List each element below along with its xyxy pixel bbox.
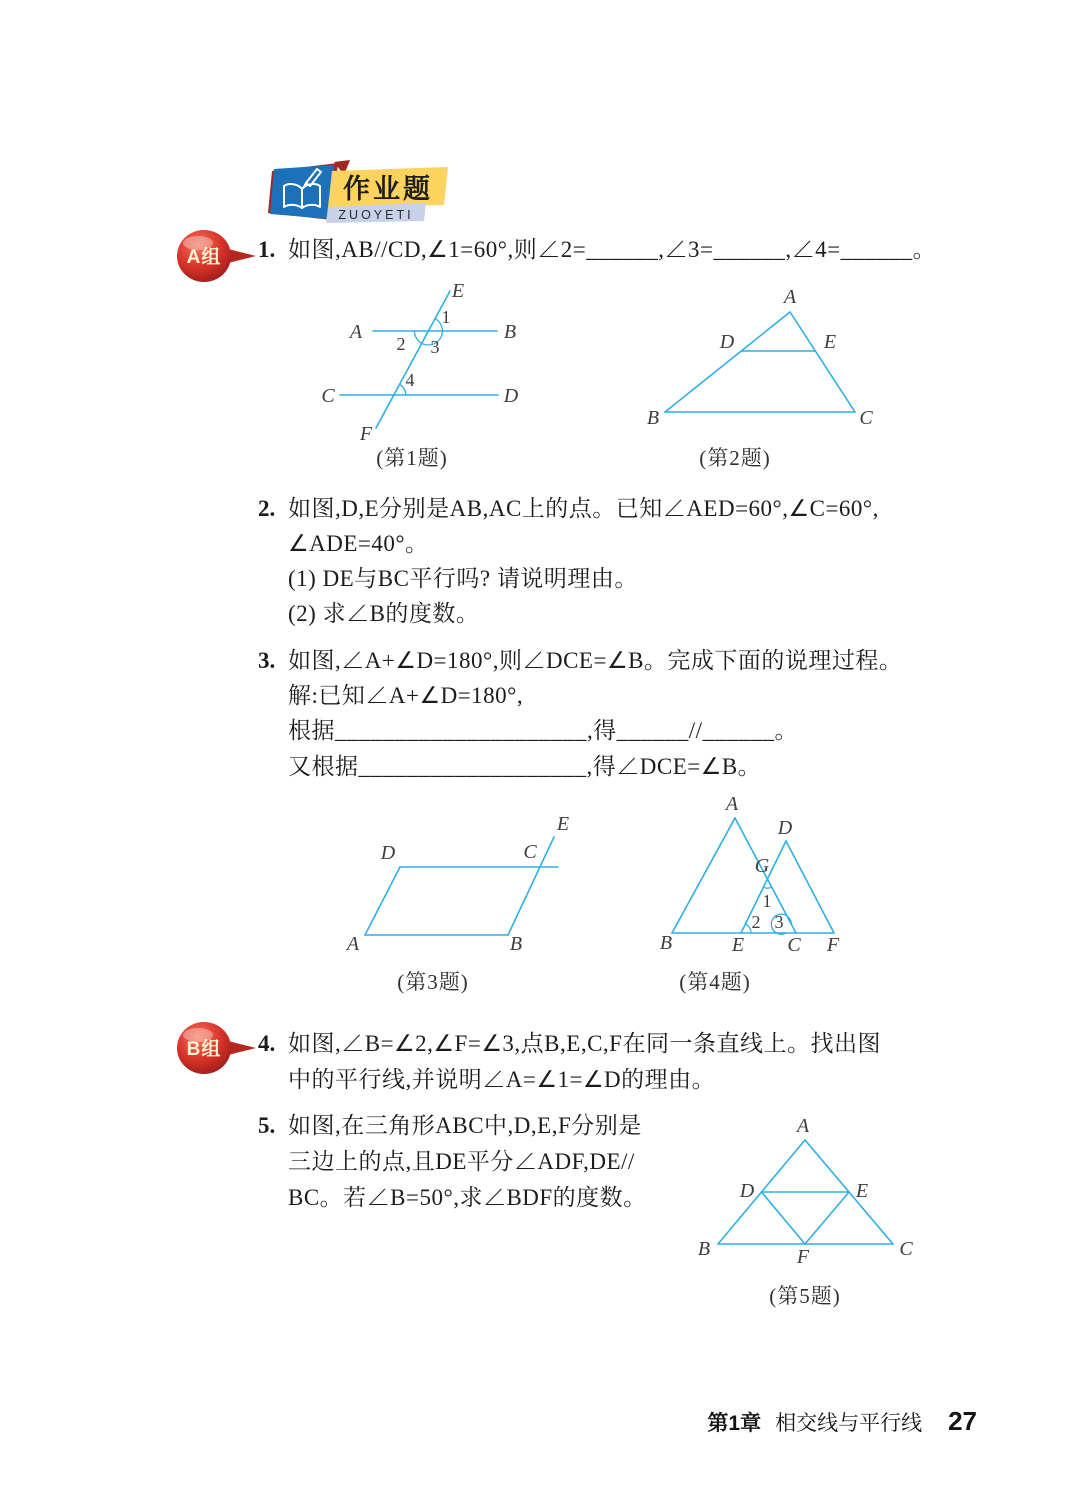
fig1-label-A: A bbox=[349, 321, 363, 343]
figure-4-caption: (第4题) bbox=[679, 970, 751, 994]
problem-5-text-1: 如图,在三角形ABC中,D,E,F分别是 bbox=[288, 1113, 642, 1138]
fig1-angle-2: 2 bbox=[396, 334, 406, 354]
problem-4-line-2 bbox=[288, 1066, 715, 1095]
fig4-label-F: F bbox=[826, 934, 840, 956]
problem-4-line-1 bbox=[258, 1030, 881, 1059]
problem-5-number: 5. bbox=[258, 1113, 276, 1138]
fig1-label-B: B bbox=[503, 321, 517, 343]
fig4-label-E: E bbox=[731, 934, 745, 956]
fig2-label-D: D bbox=[719, 331, 735, 353]
fig3-label-B: B bbox=[509, 933, 523, 955]
figure-5-caption: (第5题) bbox=[769, 1284, 841, 1308]
header-title: 作业题 bbox=[343, 174, 433, 204]
footer-section-title: 相交线与平行线 bbox=[775, 1412, 923, 1435]
homework-header-badge bbox=[262, 157, 452, 229]
fig3-label-C: C bbox=[523, 841, 537, 863]
group-b-label: B组 bbox=[186, 1039, 222, 1060]
figure-1-caption: (第1题) bbox=[376, 446, 448, 470]
problem-5-text-3: BC。若∠B=50°,求∠BDF的度数。 bbox=[288, 1185, 647, 1210]
group-a-label: A组 bbox=[186, 247, 222, 268]
problem-2-line-4 bbox=[288, 600, 479, 629]
problem-1-number: 1. bbox=[258, 237, 276, 262]
figure-4-overlapping-triangles bbox=[659, 793, 857, 961]
fig4-label-A: A bbox=[725, 793, 739, 815]
problem-1-text: 如图,AB//CD,∠1=60°,则∠2=______,∠3=______,∠4=______。 bbox=[288, 237, 937, 262]
problem-2-text-1: 如图,D,E分别是AB,AC上的点。已知∠AED=60°,∠C=60°, bbox=[288, 496, 879, 521]
parallel-lines-and-transversal bbox=[340, 291, 498, 428]
problem-1-line-1 bbox=[258, 236, 936, 265]
fig4-label-G: G bbox=[754, 855, 770, 877]
header-subtitle: ZUOYETI bbox=[338, 208, 414, 222]
figure-3-caption: (第3题) bbox=[397, 970, 469, 994]
problem-3-text-1: 如图,∠A+∠D=180°,则∠DCE=∠B。完成下面的说理过程。 bbox=[288, 648, 903, 673]
fig1-angle-3: 3 bbox=[430, 337, 440, 357]
fig2-label-E: E bbox=[823, 331, 837, 353]
fig1-label-E: E bbox=[451, 280, 465, 302]
problem-3-line-1 bbox=[258, 647, 902, 676]
problem-2-text-2: ∠ADE=40°。 bbox=[288, 531, 429, 556]
problem-5-line-1 bbox=[258, 1112, 642, 1141]
problem-5-text-2: 三边上的点,且DE平分∠ADF,DE// bbox=[288, 1149, 635, 1174]
fig4-label-D: D bbox=[777, 817, 793, 839]
problem-3-line-4 bbox=[288, 753, 761, 782]
footer-chapter: 第1章 bbox=[707, 1412, 762, 1435]
problem-3-number: 3. bbox=[258, 648, 276, 673]
fig1-label-F: F bbox=[359, 423, 373, 445]
figure-3-parallelogram bbox=[340, 806, 580, 956]
page-footer bbox=[707, 1406, 977, 1437]
problem-3-text-4: 又根据___________________,得∠DCE=∠B。 bbox=[288, 754, 762, 779]
problem-4-text-1: 如图,∠B=∠2,∠F=∠3,点B,E,C,F在同一条直线上。找出图 bbox=[288, 1031, 881, 1056]
fig2-label-C: C bbox=[859, 407, 873, 429]
problem-4-number: 4. bbox=[258, 1031, 276, 1056]
fig4-label-C: C bbox=[787, 934, 801, 956]
fig3-label-A: A bbox=[346, 933, 360, 955]
problem-2-line-2 bbox=[288, 530, 429, 559]
fig3-label-D: D bbox=[380, 842, 396, 864]
problem-2-text-3: (1) DE与BC平行吗? 请说明理由。 bbox=[288, 566, 638, 591]
figure-2-caption: (第2题) bbox=[699, 446, 771, 470]
fig4-angle-2: 2 bbox=[751, 912, 761, 932]
problem-2-text-4: (2) 求∠B的度数。 bbox=[288, 601, 480, 626]
problem-5-line-2 bbox=[288, 1148, 635, 1177]
fig5-label-A: A bbox=[796, 1115, 810, 1137]
figure-5-triangle-def bbox=[693, 1115, 913, 1268]
fig5-label-C: C bbox=[899, 1238, 913, 1260]
problem-3-text-2: 解:已知∠A+∠D=180°, bbox=[288, 683, 524, 708]
fig4-angle-1: 1 bbox=[762, 891, 772, 911]
figure-1-parallel-lines bbox=[300, 280, 560, 445]
group-a-badge bbox=[174, 228, 262, 286]
triangle-lines bbox=[665, 312, 855, 412]
figure-2-triangle bbox=[640, 286, 875, 430]
problem-2-number: 2. bbox=[258, 496, 276, 521]
fig1-angle-1: 1 bbox=[441, 307, 451, 327]
fig4-label-B: B bbox=[659, 932, 673, 954]
problem-3-line-2 bbox=[288, 682, 523, 711]
problem-5-line-3 bbox=[288, 1184, 647, 1213]
fig1-angle-4: 4 bbox=[405, 370, 415, 390]
problem-3-line-3 bbox=[288, 717, 798, 746]
fig1-label-D: D bbox=[503, 385, 519, 407]
fig1-label-C: C bbox=[321, 385, 335, 407]
fig2-label-B: B bbox=[646, 407, 660, 429]
fig5-label-E: E bbox=[855, 1180, 869, 1202]
problem-2-line-1 bbox=[258, 495, 879, 524]
fig5-label-D: D bbox=[739, 1180, 755, 1202]
footer-page-number: 27 bbox=[948, 1406, 977, 1436]
fig4-angle-3: 3 bbox=[774, 912, 784, 932]
problem-2-line-3 bbox=[288, 565, 638, 594]
fig5-label-F: F bbox=[796, 1246, 810, 1268]
problem-4-text-2: 中的平行线,并说明∠A=∠1=∠D的理由。 bbox=[288, 1067, 716, 1092]
fig5-label-B: B bbox=[697, 1238, 711, 1260]
problem-3-text-3: 根据_____________________,得______//______。 bbox=[288, 718, 799, 743]
fig2-label-A: A bbox=[783, 286, 797, 308]
fig3-label-E: E bbox=[556, 813, 570, 835]
group-b-badge bbox=[174, 1020, 262, 1078]
